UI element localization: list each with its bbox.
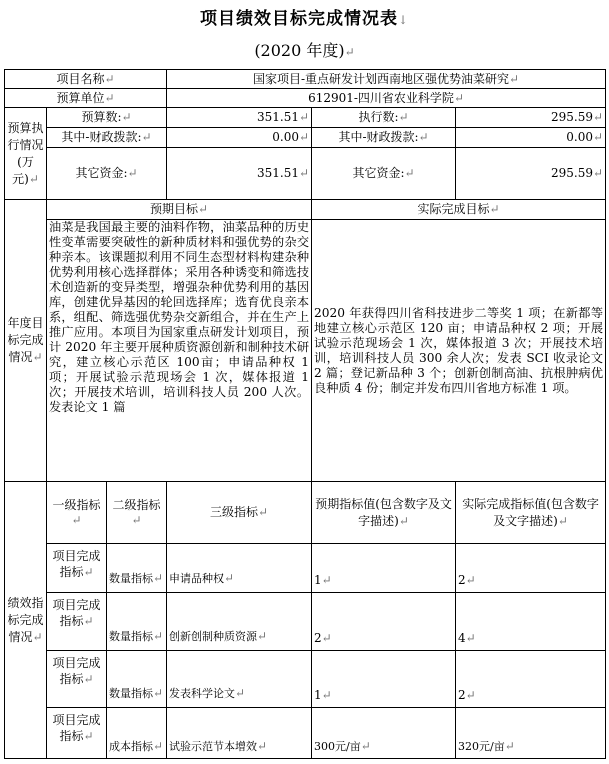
expected-header: 预期目标↵: [47, 200, 312, 220]
budget-section-label: 预算执行情况(万元)↵: [5, 108, 47, 200]
project-name-label: 项目名称↵: [5, 70, 167, 89]
level1-cell: 项目完成指标↵: [47, 593, 107, 651]
level2-cell: 数量指标↵: [107, 651, 167, 708]
actual-value-cell: 2↵: [456, 651, 606, 708]
page-title: 项目绩效目标完成情况表↓: [199, 9, 410, 29]
actual-text: 2020 年获得四川省科技进步二等奖 1 项；在新都等地建立核心示范区 120 亩；申请品种权 2 项；开展试验示范现场会 1 次，媒体报道 3 次；开展技术培训，培训科技人员 300 余人次；发表 SCI 收录论文 2 篇；登记新品种 3 个；创新创制高油、抗根肿病优良种质 4 份；制定并发布四川省地方标准 1 项。: [312, 220, 606, 482]
fiscal-budget-value: 0.00↵: [167, 128, 312, 148]
unit-row: [5, 89, 606, 108]
fiscal-label: 其中-财政拨款:↵: [47, 128, 167, 148]
fiscal-exec-value: 0.00↵: [456, 128, 606, 148]
budget-row: [5, 108, 606, 128]
perf-row: [5, 708, 606, 759]
annual-header-row: [5, 200, 606, 220]
level1-cell: 项目完成指标↵: [47, 708, 107, 759]
expected-value-header: 预期指标值(包含数字及文字描述)↵: [312, 482, 456, 544]
actual-header: 实际完成目标↵: [312, 200, 606, 220]
project-name-value: 国家项目-重点研发计划西南地区强优势油菜研究↵: [167, 70, 606, 89]
perf-row: [5, 651, 606, 708]
exec-label: 执行数:↵: [312, 108, 456, 128]
level1-cell: 项目完成指标↵: [47, 544, 107, 593]
level2-header: 二级指标↵: [107, 482, 167, 544]
other-exec-value: 295.59↵: [456, 148, 606, 200]
annual-content-row: [5, 220, 606, 482]
exec-value: 295.59↵: [456, 108, 606, 128]
other-budget-value: 351.51↵: [167, 148, 312, 200]
fiscal-row: [5, 128, 606, 148]
level1-cell: 项目完成指标↵: [47, 651, 107, 708]
expected-value-cell: 1↵: [312, 544, 456, 593]
level2-cell: 数量指标↵: [107, 544, 167, 593]
level3-cell: 申请品种权↵: [167, 544, 312, 593]
perf-row: [5, 593, 606, 651]
expected-value-cell: 1↵: [312, 651, 456, 708]
expected-value-cell: 300元/亩↵: [312, 708, 456, 759]
actual-value-cell: 320元/亩↵: [456, 708, 606, 759]
performance-table: [4, 69, 606, 759]
fiscal-exec-label: 其中-财政拨款:↵: [312, 128, 456, 148]
other-funds-row: [5, 148, 606, 200]
budget-value: 351.51↵: [167, 108, 312, 128]
level2-cell: 数量指标↵: [107, 593, 167, 651]
expected-value-cell: 2↵: [312, 593, 456, 651]
expected-text: 油菜是我国最主要的油料作物，油菜品种的历史性变革需要突破性的新种质材料和强优势的杂交种亲本。该课题拟利用不同生态型材料构建杂种优势利用核心选择群体；采用各种诱变和筛选技术创造新的变异类型，增强杂种优势利用的基因库，创建优异基因的轮回选择库；选育优良亲本系，组配、筛选强优势杂交新组合，并在生产上推广应用。本项目为国家重点研发计划项目，预计 2020 年主要开展种质资源创新和制种技术研究，建立核心示范区 100亩；申请品种权 1 项；开展试验示范现场会 1 次，媒体报道 1 次；开展技术培训，培训科技人员 200 人次。发表论文 1 篇: [47, 220, 312, 482]
level3-cell: 创新创制种质资源↵: [167, 593, 312, 651]
unit-value: 612901-四川省农业科学院↵: [167, 89, 606, 108]
level2-cell: 成本指标↵: [107, 708, 167, 759]
perf-section-label: 绩效指标完成情况↵: [5, 482, 47, 759]
level1-header: 一级指标↵: [47, 482, 107, 544]
perf-row: [5, 544, 606, 593]
unit-label: 预算单位↵: [5, 89, 167, 108]
perf-header-row: [5, 482, 606, 544]
actual-value-cell: 2↵: [456, 544, 606, 593]
actual-value-header: 实际完成指标值(包含数字及文字描述)↵: [456, 482, 606, 544]
level3-cell: 试验示范节本增效↵: [167, 708, 312, 759]
annual-section-label: 年度目标完成情况↵: [5, 200, 47, 482]
other-label: 其它资金:↵: [47, 148, 167, 200]
level3-header: 三级指标↵: [167, 482, 312, 544]
level3-cell: 发表科学论文↵: [167, 651, 312, 708]
actual-value-cell: 4↵: [456, 593, 606, 651]
budget-label: 预算数:↵: [47, 108, 167, 128]
project-name-row: [5, 70, 606, 89]
page-subtitle: (2020 年度)↵: [254, 41, 355, 60]
other-exec-label: 其它资金:↵: [312, 148, 456, 200]
